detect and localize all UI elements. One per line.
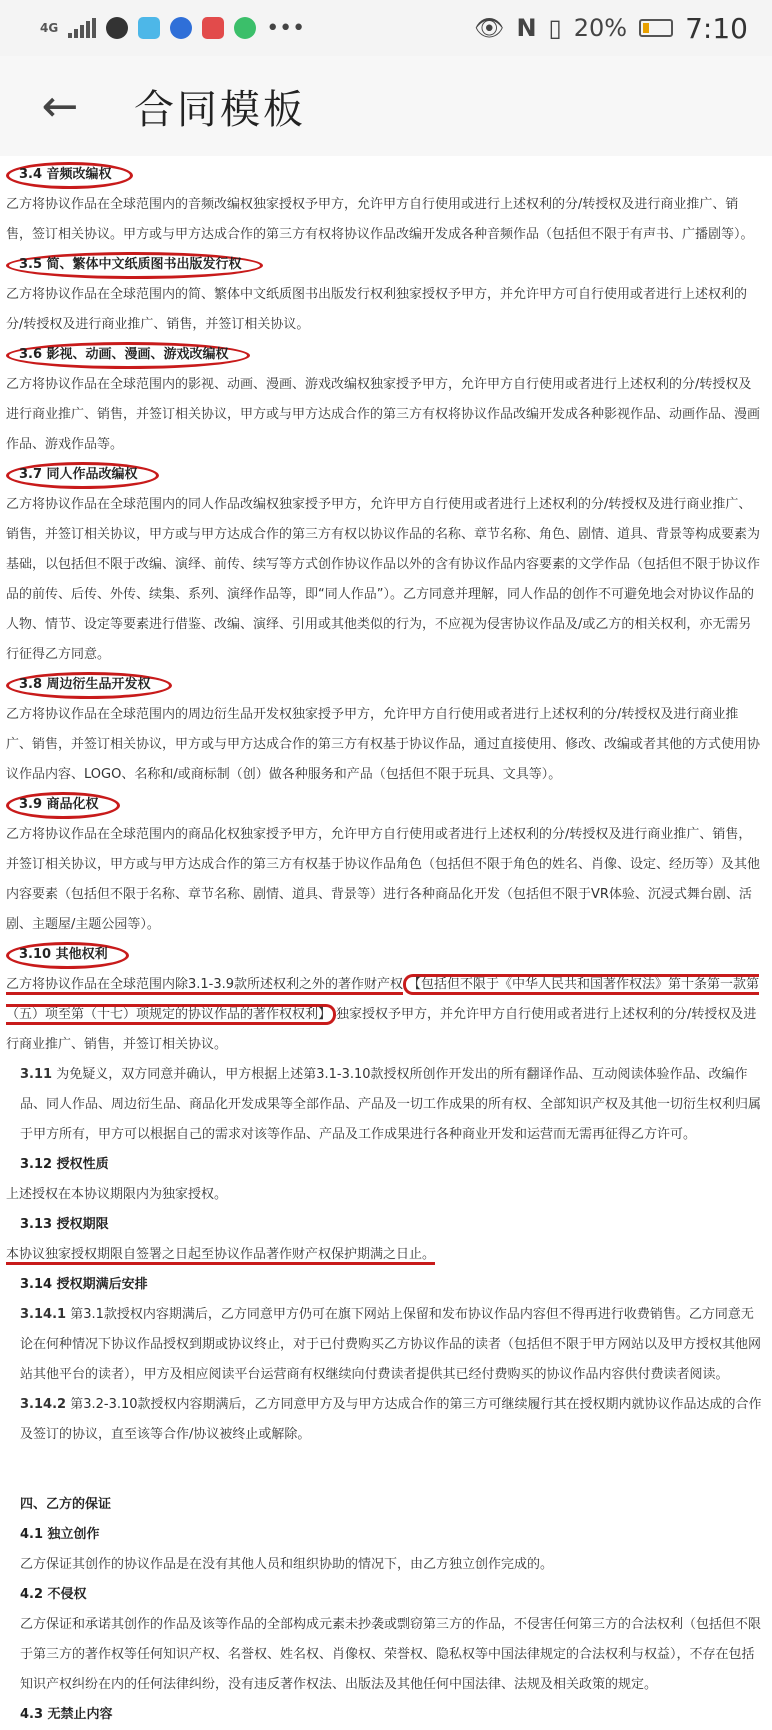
- section-heading: 3.13 授权期限: [20, 1217, 109, 1232]
- boxed-text: 【包括但不限于《中华人民共和国著作权法》第十条第一款第（五）项至第（十七）项规定的协议作品的著作权权利】: [6, 974, 759, 1025]
- section-text: [6, 1390, 764, 1450]
- underlined-text: 乙方将协议作品在全球范围内除3.1-3.9款所述权利之外的著作财产权: [6, 977, 403, 995]
- section-text: 乙方将协议作品在全球范围内的简、繁体中文纸质图书出版发行权利独家授权予甲方，并允许甲方可自行使用或者进行上述权利的分/转授权及进行商业推广、销售，并签订相关协议。: [6, 287, 748, 332]
- section-heading: 4.2 不侵权: [20, 1587, 87, 1602]
- page-title: 合同模板: [134, 86, 306, 133]
- section-text: [6, 970, 764, 1060]
- section-text: [6, 1300, 764, 1390]
- eye-icon: 👁: [473, 14, 505, 42]
- clause-number: 3.11: [20, 1067, 53, 1082]
- section-text-tail: 独家授权予甲方，并允许甲方自行使用或者进行上述权利的分/转授权及进行商业推广、销售，并签订相关协议。: [6, 1007, 757, 1052]
- section-heading: 3.9 商品化权: [6, 790, 764, 820]
- section-text: 乙方保证其创作的协议作品是在没有其他人员和组织协助的情况下，由乙方独立创作完成的。: [20, 1557, 554, 1572]
- clause-text: 为免疑义，双方同意并确认，甲方根据上述第3.1-3.10款授权所创作开发出的所有翻译作品、互动阅读体验作品、改编作品、同人作品、周边衍生品、商品化开发成果等全部作品、产品及一切工作成果的所有权、全部知识产权及其他一切衍生权利归属于甲方所有，甲方可以根据自己的需求对该等作品、产品及工作成果进行各种商业开发和运营而无需再征得乙方许可。: [20, 1067, 762, 1142]
- section-heading: 3.6 影视、动画、漫画、游戏改编权: [6, 340, 764, 370]
- section-text: 乙方将协议作品在全球范围内的同人作品改编权独家授予甲方，允许甲方自行使用或者进行上述权利的分/转授权及进行商业推广、销售，并签订相关协议，甲方或与甲方达成合作的第三方有权以协议作品的名称、章节名称、角色、剧情、道具、背景等构成要素为基础，以包括但不限于改编、演绎、前传、续写等方式创作协议作品以外的含有协议作品内容要素的文学作品（包括但不限于协议作品的前传、后传、外传、续集、系列、演绎作品等，即“同人作品”）。乙方同意并理解，同人作品的创作不可避免地会对协议作品的人物、情节、设定等要素进行借鉴、改编、演绎、引用或其他类似的行为，不应视为侵害协议作品及/或乙方的相关权利，亦无需另行征得乙方同意。: [6, 497, 761, 662]
- section-heading: 3.8 周边衍生品开发权: [6, 670, 764, 700]
- signal-icon: [68, 18, 96, 38]
- browser-icon: [234, 17, 256, 39]
- network-label: 4G: [40, 21, 59, 35]
- status-bar: [0, 0, 772, 56]
- section-text: [6, 1060, 764, 1150]
- calendar-icon: [202, 17, 224, 39]
- status-left: [40, 16, 305, 41]
- clause-number: 3.14.2: [20, 1397, 67, 1412]
- back-arrow-icon[interactable]: ←: [41, 80, 79, 132]
- section-text: 乙方保证和承诺其创作的作品及该等作品的全部构成元素未抄袭或剽窃第三方的作品，不侵害任何第三方的合法权利（包括但不限于第三方的著作权等任何知识产权、名誉权、姓名权、肖像权、荣誉权、隐私权等中国法律规定的合法权利与权益），不存在包括知识产权纠纷在内的任何法律纠纷，没有违反著作权法、出版法及其他任何中国法律、法规及相关政策的规定。: [20, 1617, 762, 1692]
- section-heading: 3.5 简、繁体中文纸质图书出版发行权: [6, 250, 764, 280]
- section-text: 乙方将协议作品在全球范围内的周边衍生品开发权独家授予甲方，允许甲方自行使用或者进行上述权利的分/转授权及进行商业推广、销售，并签订相关协议，甲方或与甲方达成合作的第三方有权基于协议作品，通过直接使用、修改、改编或者其他的方式使用协议作品内容、LOGO、名称和/或商标制（创）做各种服务和产品（包括但不限于玩具、文具等）。: [6, 707, 761, 782]
- qq-icon: [106, 17, 128, 39]
- section-heading: 4.3 无禁止内容: [20, 1707, 113, 1722]
- section-heading: 3.7 同人作品改编权: [6, 460, 764, 490]
- section-heading: 3.12 授权性质: [20, 1157, 109, 1172]
- section-text: 乙方将协议作品在全球范围内的影视、动画、漫画、游戏改编权独家授予甲方，允许甲方自行使用或者进行上述权利的分/转授权及进行商业推广、销售，并签订相关协议，甲方或与甲方达成合作的第三方有权将协议作品改编开发成各种影视作品、动画作品、漫画作品、游戏作品等。: [6, 377, 761, 452]
- section-heading: 3.4 音频改编权: [6, 160, 764, 190]
- app-bar: [0, 56, 772, 156]
- vibrate-icon: ▯: [548, 14, 562, 42]
- chapter-heading: 四、乙方的保证: [20, 1497, 112, 1512]
- clock: 7:10: [685, 11, 748, 45]
- contract-document[interactable]: [0, 160, 772, 1722]
- section-heading: 4.1 独立创作: [20, 1527, 100, 1542]
- underlined-text: 本协议独家授权期限自签署之日起至协议作品著作财产权保护期满之日止。: [6, 1247, 435, 1265]
- spacer: [6, 1450, 764, 1490]
- nfc-icon: N: [516, 14, 537, 42]
- section-text: [6, 1240, 764, 1270]
- baidu-icon: [170, 17, 192, 39]
- clause-text: 第3.2-3.10款授权内容期满后，乙方同意甲方及与甲方达成合作的第三方可继续履行其在授权期内就协议作品达成的合作及签订的协议，直至该等合作/协议被终止或解除。: [20, 1397, 762, 1442]
- video-icon: [138, 17, 160, 39]
- battery-percent: 20%: [573, 14, 628, 42]
- clause-text: 第3.1款授权内容期满后，乙方同意甲方仍可在旗下网站上保留和发布协议作品内容但不得再进行收费销售。乙方同意无论在何种情况下协议作品授权到期或协议终止，对于已付费购买乙方协议作品的读者（包括但不限于甲方网站以及甲方授权其他网站其他平台的读者），甲方及相应阅读平台运营商有权继续向付费读者提供其已经付费购买的协议作品内容供付费读者阅读。: [20, 1307, 762, 1382]
- section-text: 上述授权在本协议期限内为独家授权。: [6, 1187, 228, 1202]
- clause-number: 3.14.1: [20, 1307, 67, 1322]
- more-dots-icon: •••: [266, 15, 306, 41]
- section-heading: 3.14 授权期满后安排: [20, 1277, 148, 1292]
- status-right: [474, 12, 748, 45]
- section-heading: 3.10 其他权利: [6, 940, 764, 970]
- section-text: 乙方将协议作品在全球范围内的商品化权独家授予甲方，允许甲方自行使用或者进行上述权利的分/转授权及进行商业推广、销售，并签订相关协议，甲方或与甲方达成合作的第三方有权基于协议作品角色（包括但不限于角色的姓名、肖像、设定、经历等）及其他内容要素（包括但不限于名称、章节名称、剧情、道具、背景等）进行各种商品化开发（包括但不限于VR体验、沉浸式舞台剧、活剧、主题屋/主题公园等）。: [6, 827, 761, 932]
- section-text: 乙方将协议作品在全球范围内的音频改编权独家授权予甲方，允许甲方自行使用或进行上述权利的分/转授权及进行商业推广、销售，签订相关协议。甲方或与甲方达成合作的第三方有权将协议作品改编开发成各种音频作品（包括但不限于有声书、广播剧等）。: [6, 197, 754, 242]
- battery-icon: [639, 19, 673, 37]
